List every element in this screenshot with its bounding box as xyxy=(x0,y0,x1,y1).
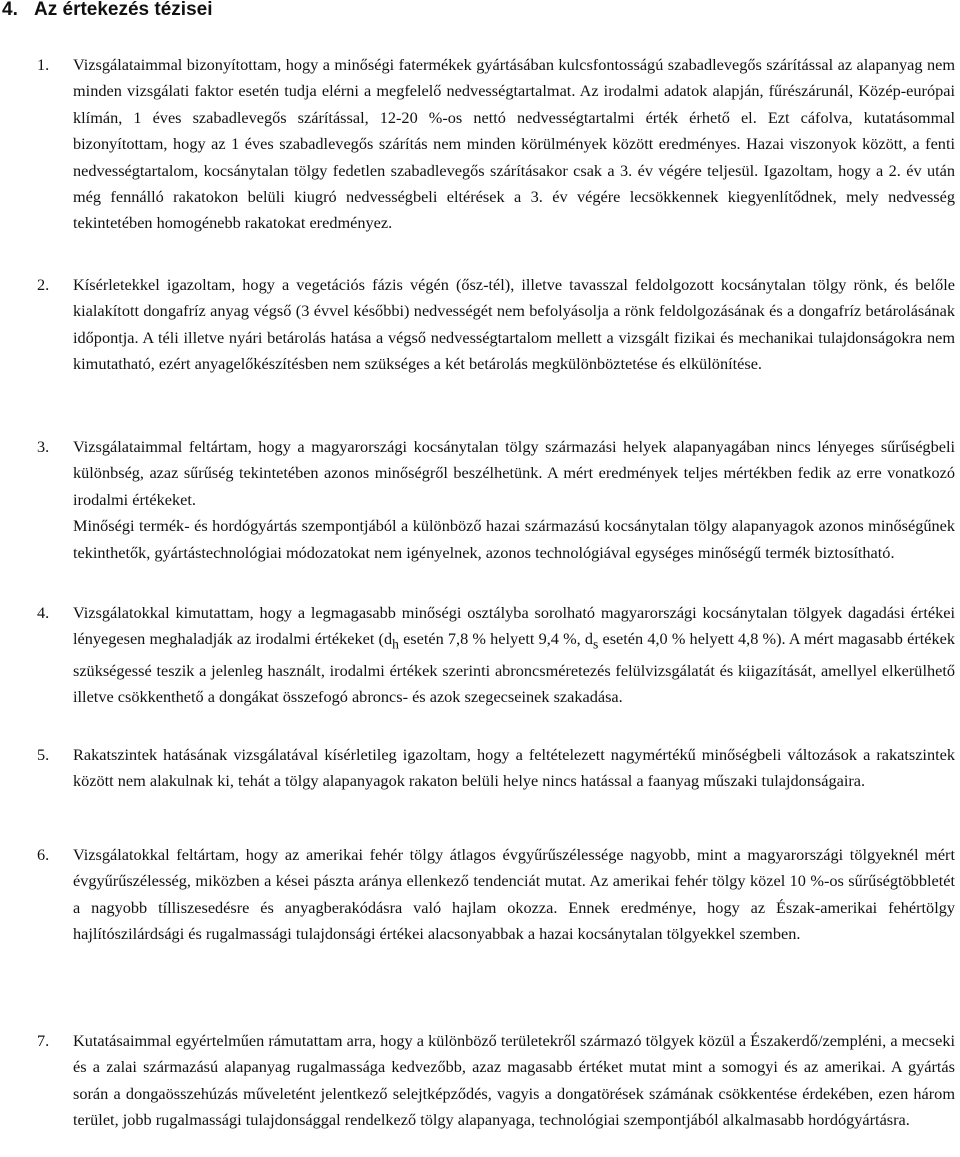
thesis-text-continued: Minőségi termék- és hordógyártás szempontjából a különböző hazai származású kocsánytalan tölgy alapanyagok azonos minőségűnek tekinthetők, gyártástechnológiai módozatokat nem igényelnek, azonos technológiával egységes minőségű termék biztosítható. xyxy=(73,516,955,562)
thesis-number: 6. xyxy=(37,845,50,864)
thesis-text xyxy=(73,600,955,711)
thesis-number: 1. xyxy=(37,55,50,74)
subscript-s: s xyxy=(593,636,599,652)
thesis-text-part: Vizsgálatokkal kimutattam, hogy a legmagasabb minőségi osztályba sorolható magyarországi kocsánytalan tölgyek dagadási értékei lényegesen meghaladják az irodalmi értékeket (d xyxy=(73,603,955,649)
thesis-text-part: esetén 4,0 % helyett 4,8 %). A mért magasabb értékek szükségessé teszik a jelenleg használt, irodalmi értékek szerinti abroncsméretezés felülvizsgálatát és kiigazítását, amellyel elkerülhető illetve csökkenthető a dongákat összefogó abroncs- és azok szegecseinek szakadása. xyxy=(73,629,956,707)
thesis-text: Kísérletekkel igazoltam, hogy a vegetációs fázis végén (ősz-tél), illetve tavasszal feldolgozott kocsánytalan tölgy rönk, és belőle kialakított dongafríz anyag végső (3 évvel későbbi) nedvességét nem befolyásolja a rönk feldolgozásának és a dongafríz betárolásának időpontja. A téli illetve nyári betárolás hatása a végső nedvességtartalom mellett a vizsgált fizikai és mechanikai tulajdonságokra nem kimutatható, ezért anyagelőkészítésben nem szükséges a két betárolás megkülönböztetése és elkülönítése. xyxy=(73,275,955,374)
thesis-text: Vizsgálataimmal feltártam, hogy a magyarországi kocsánytalan tölgy származási helyek alapanyagában nincs lényeges sűrűségbeli különbség, azaz sűrűség tekintetében azonos minőségről beszélhetünk. A mért eredmények teljes mértékben fedik az erre vonatkozó irodalmi értékeket. xyxy=(73,437,955,509)
thesis-5 xyxy=(37,742,955,795)
thesis-number: 4. xyxy=(37,603,50,622)
thesis-text: Rakatszintek hatásának vizsgálatával kísérletileg igazoltam, hogy a feltételezett nagymértékű minőségbeli változások a rakatszintek között nem alakulnak ki, tehát a tölgy alapanyagok rakaton belüli helye nincs hatással a faanyag műszaki tulajdonságaira. xyxy=(73,745,955,791)
thesis-number: 5. xyxy=(37,745,50,764)
thesis-text: Kutatásaimmal egyértelműen rámutattam arra, hogy a különböző területekről származó tölgyek közül a Északerdő/zempléni, a mecseki és a zalai származású alapanyag rugalmassága kedvezőbb, azaz magasabb értéket mutat mint a somogyi és az amerikai. A gyártás során a dongaösszehúzás műveletént jelentkező selejtképződés, vagyis a dongatörések számának csökkentése érdekében, ezen három terület, jobb rugalmassági tulajdonsággal rendelkező tölgy alapanyaga, technológiai szempontjából alkalmasabb hordógyártásra. xyxy=(73,1031,955,1130)
thesis-text-part: esetén 7,8 % helyett 9,4 %, d xyxy=(398,629,594,649)
thesis-2 xyxy=(37,272,955,378)
thesis-4 xyxy=(37,600,956,711)
thesis-3 xyxy=(37,434,955,566)
thesis-6 xyxy=(37,842,955,948)
section-number: 4. xyxy=(2,0,18,20)
thesis-text: Vizsgálataimmal bizonyítottam, hogy a minőségi fatermékek gyártásában kulcsfontosságú szabadlevegős szárítással az alapanyag nem minden vizsgálati faktor esetén tudja elérni a megfelelő nedvességtartalmat. Az irodalmi adatok alapján, fűrészárunál, Közép-európai klímán, 1 éves szabadlevegős szárítással, 12-20 %-os nettó nedvességtartalmi érték érhető el. Ezt cáfolva, kutatásommal bizonyítottam, hogy az 1 éves szabadlevegős szárítás nem minden körülmények között eredményes. Hazai viszonyok között, a fenti nedvességtartalom, kocsánytalan tölgy fedetlen szabadlevegős szárításakor csak a 3. év végére teljesül. Igazoltam, hogy a 2. év után még fennálló rakatokon belüli kiugró nedvességbeli eltérések a 3. év végére lecsökkennek kiegyenlítődnek, mely nedvesség tekintetében homogénebb rakatokat eredményez. xyxy=(73,55,955,233)
thesis-1 xyxy=(37,52,955,237)
thesis-number: 2. xyxy=(37,275,50,294)
thesis-number: 3. xyxy=(37,437,50,456)
thesis-7 xyxy=(37,1028,955,1134)
section-title: Az értekezés tézisei xyxy=(34,0,213,20)
section-heading xyxy=(2,0,213,22)
subscript-h: h xyxy=(392,636,399,652)
thesis-number: 7. xyxy=(37,1031,50,1050)
thesis-text: Vizsgálatokkal feltártam, hogy az amerikai fehér tölgy átlagos évgyűrűszélessége nagyobb, mint a magyarországi tölgyeknél mért évgyűrűszélesség, miközben a kései pászta aránya ellenkező tendenciát mutat. Az amerikai fehér tölgy közel 10 %-os sűrűségtöbbletét a nagyobb tílliszesedésre és anyagberakódásra való hajlam okozza. Ennek eredménye, hogy az Észak-amerikai fehértölgy hajlítószilárdsági és rugalmassági tulajdonsági értékei alacsonyabbak a hazai kocsánytalan tölgyekkel szemben. xyxy=(73,845,955,944)
